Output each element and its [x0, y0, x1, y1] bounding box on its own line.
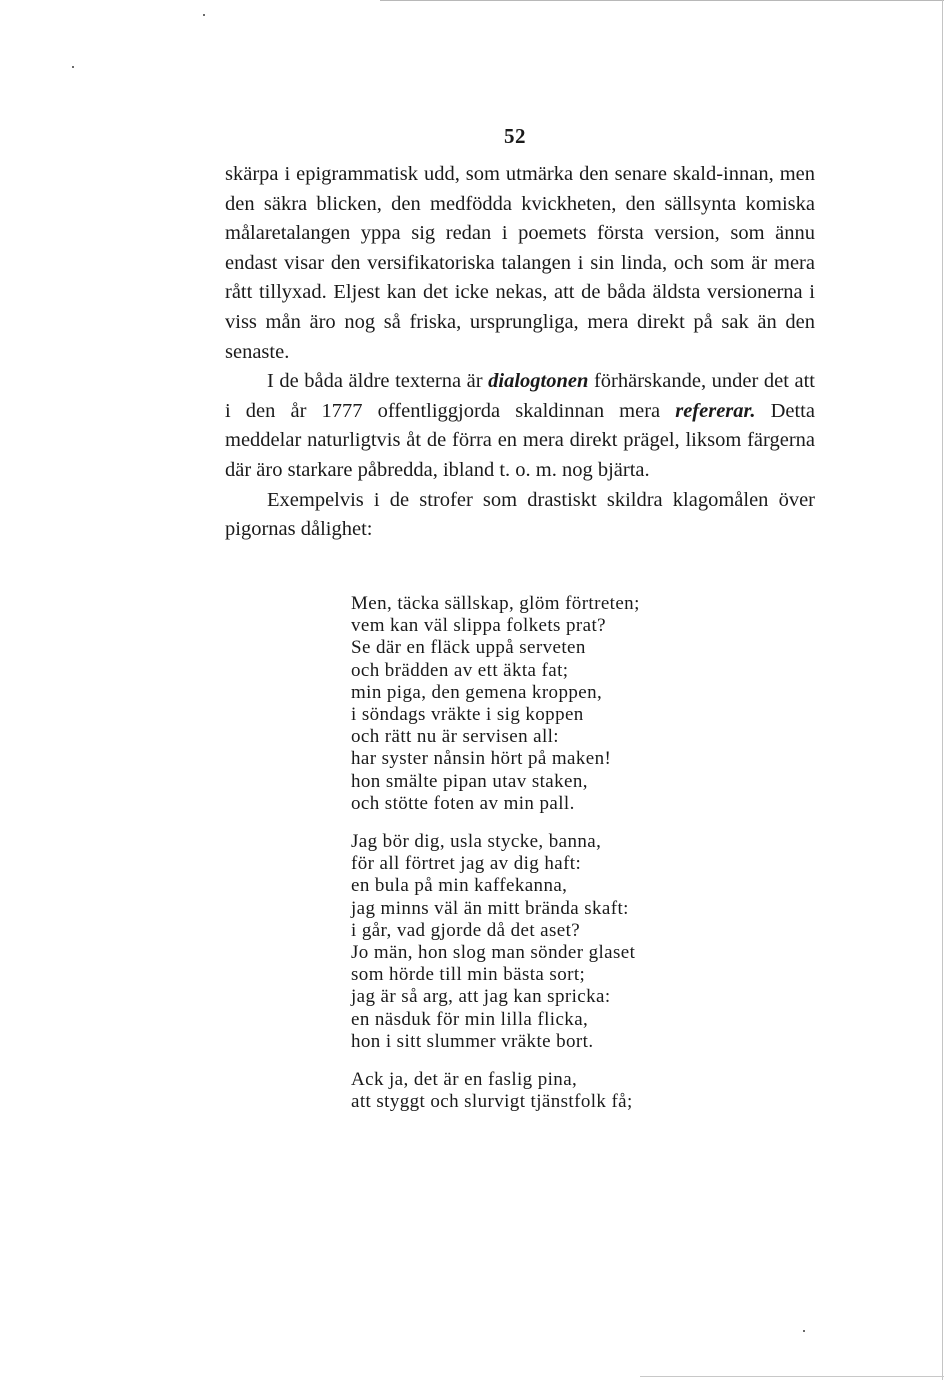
scan-speck — [72, 66, 74, 68]
verse-line: Men, täcka sällskap, glöm förtreten; — [351, 593, 640, 614]
italic-term-refererar: refererar. — [675, 399, 756, 422]
paragraph-2 — [225, 367, 815, 485]
scan-speck — [203, 14, 205, 16]
verse-line: jag minns väl än mitt brända skaft: — [351, 897, 629, 919]
paragraph-1: skärpa i epigrammatisk udd, som utmärka den senare skald-innan, men den säkra blicken, den medfödda kvickheten, den sällsynta komiska målaretalangen yppa sig redan i poemets första version, som ännu endast visar den versifikatoriska talangen i sin linda, och som är mera rått tillyxad. Eljest kan det icke nekas, att de båda äldsta versionerna i viss mån äro nog så friska, ursprungliga, mera direkt på sak än den senaste. — [225, 163, 815, 363]
verse-line: har syster nånsin hört på maken! — [351, 748, 612, 770]
paragraph-2-text-a: I de båda äldre texterna är — [267, 370, 489, 393]
poem-stanza-1 — [351, 593, 711, 815]
paragraph-3: Exempelvis i de strofer som drastiskt skildra klagomålen över pigornas dålighet: — [225, 488, 815, 541]
verse-line: som hörde till min bästa sort; — [351, 964, 586, 986]
scan-edge-bottom — [640, 1376, 944, 1377]
verse-line: en näsduk för min lilla flicka, — [351, 1008, 589, 1030]
verse-line: i går, vad gjorde då det aset? — [351, 919, 581, 941]
verse-line: hon i sitt slummer vräkte bort. — [351, 1030, 594, 1052]
body-text — [225, 160, 815, 545]
poem-stanza-2 — [351, 831, 711, 1053]
verse-line: Se där en fläck uppå serveten — [351, 637, 586, 659]
verse-line: i söndags vräkte i sig koppen — [351, 704, 584, 726]
poem-stanza-3 — [351, 1069, 711, 1113]
page-number: 52 — [504, 124, 526, 148]
verse-line: Jag bör dig, usla stycke, banna, — [351, 831, 602, 853]
verse-line: och rätt nu är servisen all: — [351, 726, 559, 748]
verse-line: Jo män, hon slog man sönder glaset — [351, 942, 636, 964]
italic-term-dialogtonen: dialogtonen — [488, 370, 589, 393]
verse-line: jag är så arg, att jag kan spricka: — [351, 986, 611, 1008]
paragraph-2-text-b: förhärskande, under det att i den år 1777 offentliggjorda skaldinnan mera — [225, 370, 815, 422]
verse-line: för all förtret jag av dig haft: — [351, 853, 582, 875]
scan-speck — [803, 1330, 805, 1332]
verse-line: och brädden av ett äkta fat; — [351, 659, 569, 681]
scan-edge-top — [380, 0, 944, 1]
verse-line: en bula på min kaffekanna, — [351, 875, 568, 897]
verse-line: att styggt och slurvigt tjänstfolk få; — [351, 1091, 633, 1113]
scan-edge-right — [942, 0, 943, 1380]
verse-line: hon smälte pipan utav staken, — [351, 770, 588, 792]
paragraph-2-text-c: Detta meddelar naturligtvis åt de förra en mera direkt prägel, liksom färgerna där äro starkare påbredda, ibland t. o. m. nog bjärta. — [225, 399, 815, 481]
poem-quotation — [351, 593, 711, 1129]
verse-line: vem kan väl slippa folkets prat? — [351, 615, 606, 637]
verse-line: och stötte foten av min pall. — [351, 792, 575, 814]
verse-line: Ack ja, det är en faslig pina, — [351, 1069, 578, 1091]
verse-line: min piga, den gemena kroppen, — [351, 681, 603, 703]
